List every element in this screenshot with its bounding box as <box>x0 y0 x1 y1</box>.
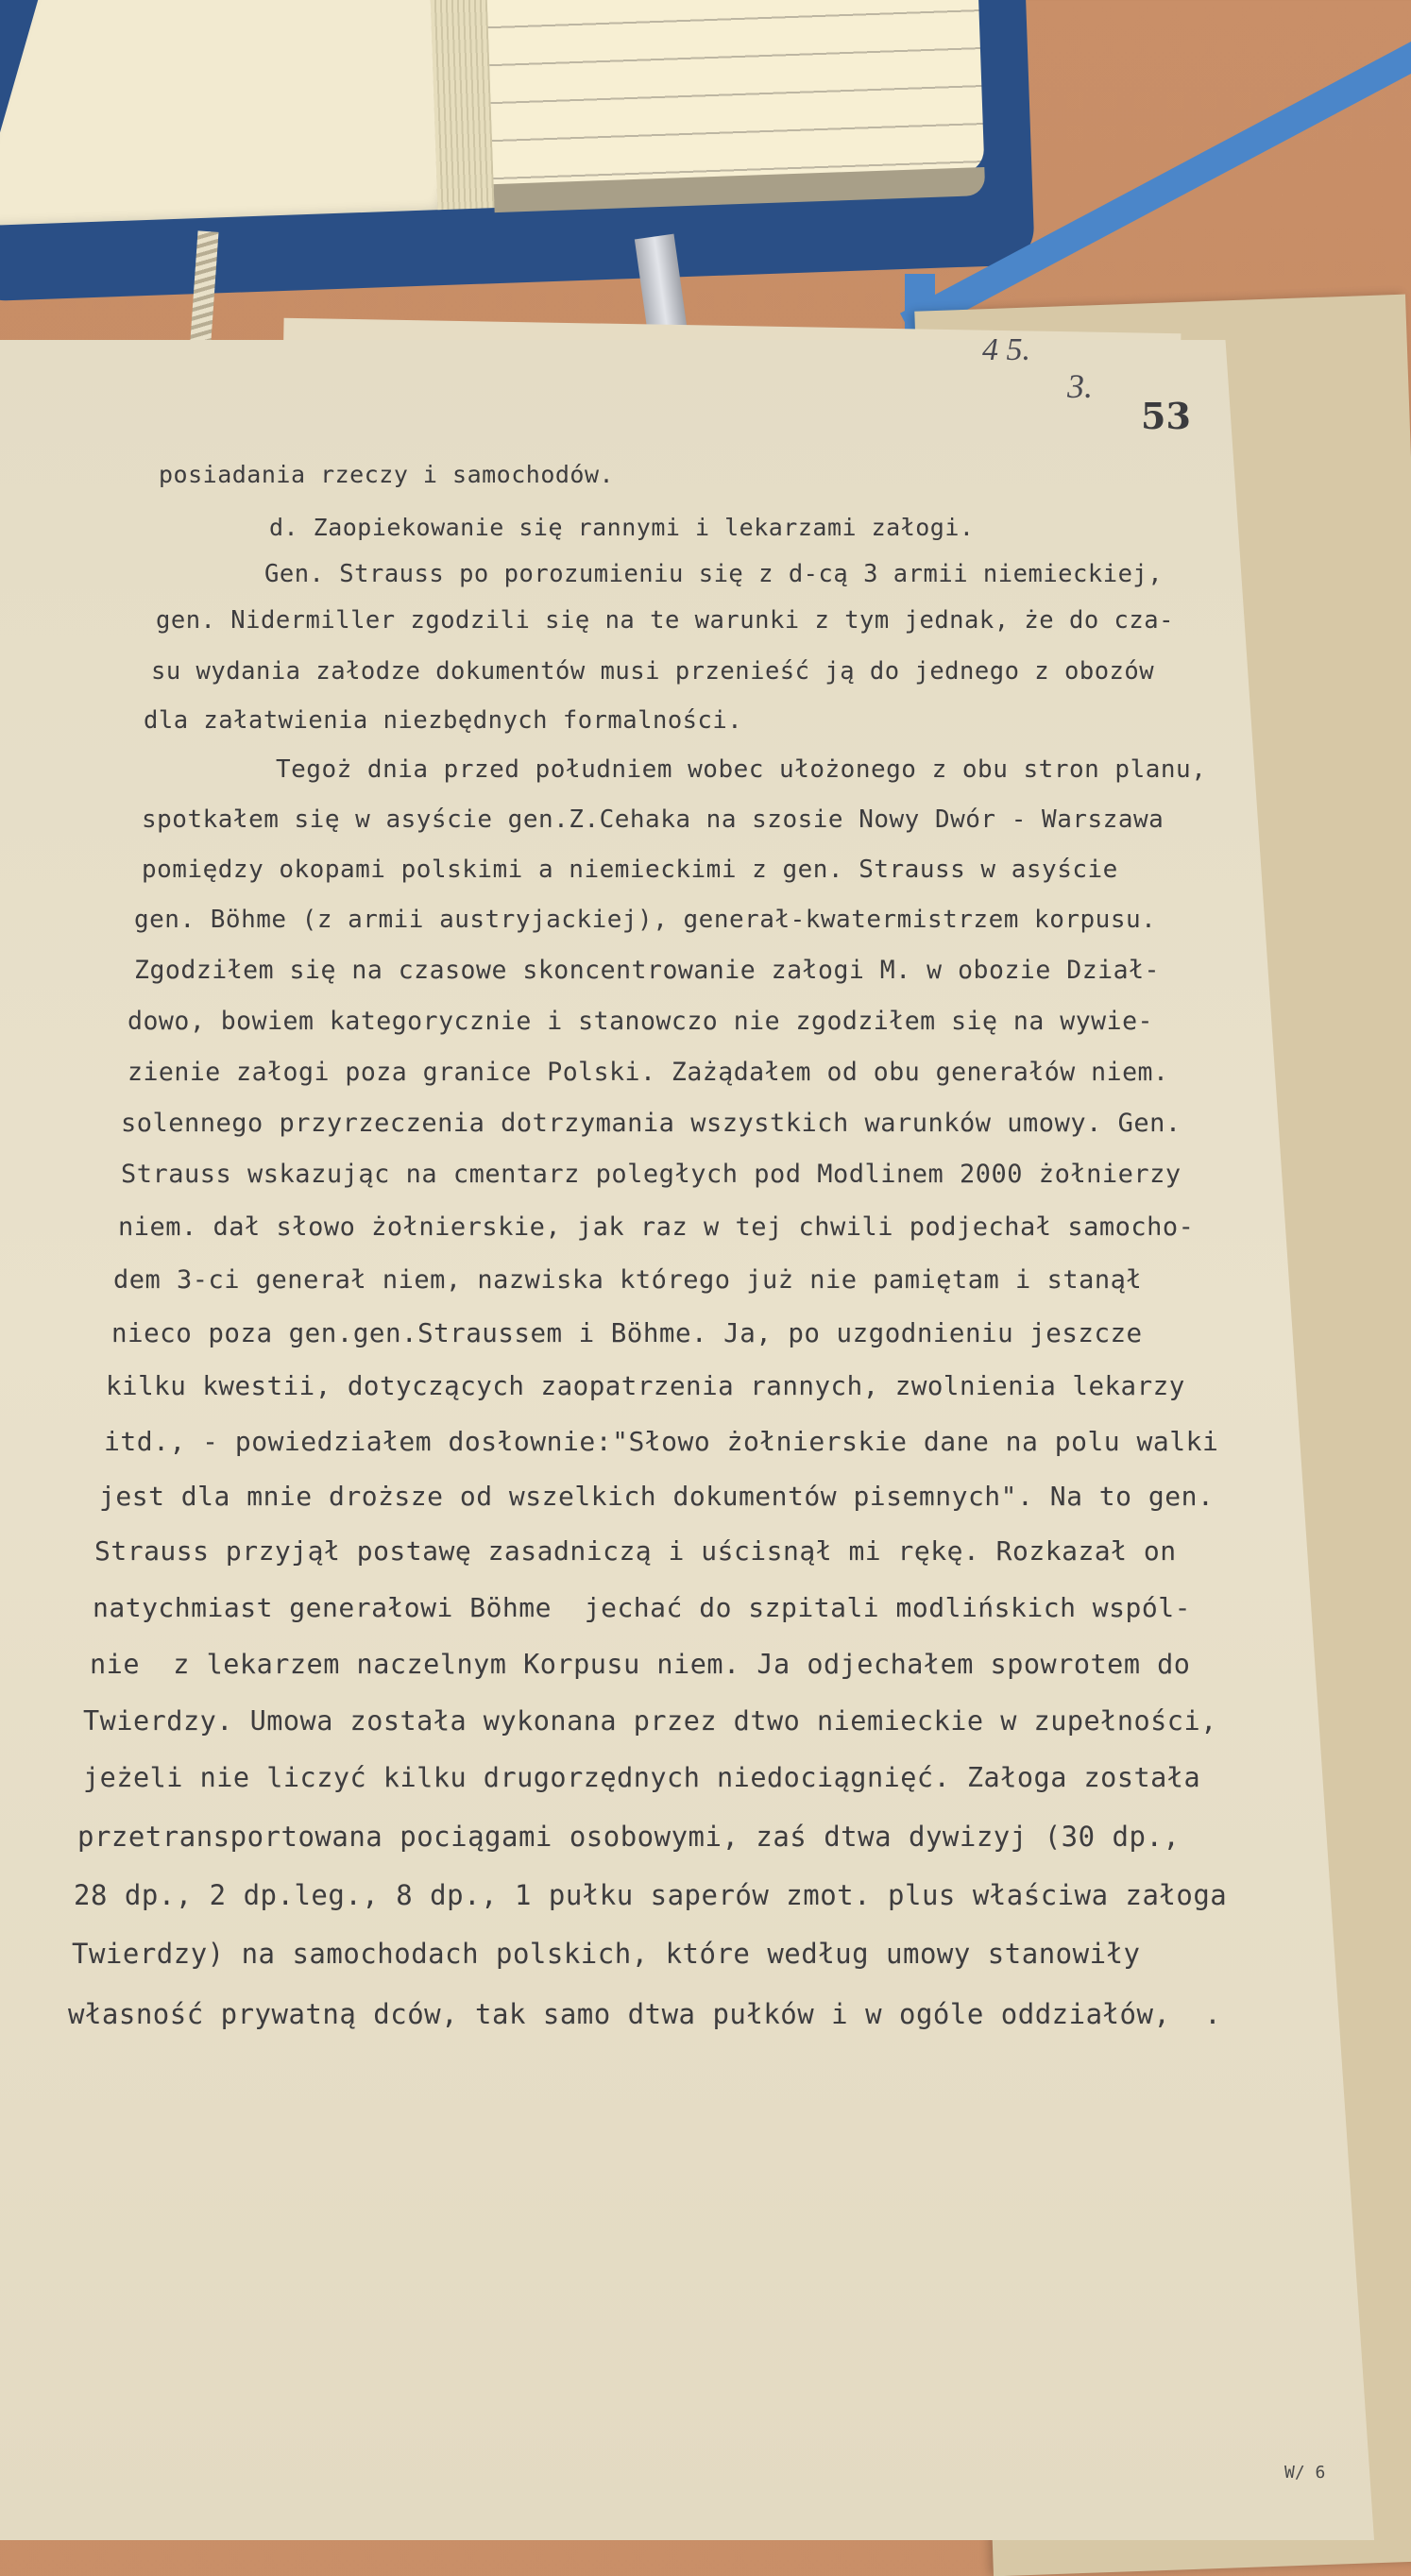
text-line: dla załatwienia niezbędnych formalności. <box>144 706 743 735</box>
text-line: zienie załogi poza granice Polski. Zażądałem od obu generałów niem. <box>128 1058 1169 1087</box>
text-line: Twierdzy) na samochodach polskich, które według umowy stanowiły <box>72 1938 1141 1970</box>
page-number: 53 <box>1141 395 1191 437</box>
text-line: solennego przyrzeczenia dotrzymania wszystkich warunków umowy. Gen. <box>121 1109 1182 1138</box>
text-line: dowo, bowiem kategorycznie i stanowczo nie zgodziłem się na wywie- <box>128 1007 1153 1036</box>
text-line: d. Zaopiekowanie się rannymi i lekarzami załogi. <box>269 514 975 541</box>
text-line: su wydania załodze dokumentów musi przenieść ją do jednego z obozów <box>151 657 1155 686</box>
text-line: natychmiast generałowi Böhme jechać do szpitali modlińskich wspól- <box>93 1592 1191 1623</box>
text-line: jeżeli nie liczyć kilku drugorzędnych niedociągnięć. Załoga została <box>83 1762 1201 1793</box>
text-line: posiadania rzeczy i samochodów. <box>159 461 615 488</box>
handwritten-mark-bottom: 3. <box>1067 367 1093 405</box>
text-line: Tegoż dnia przed południem wobec ułożonego z obu stron planu, <box>276 755 1207 784</box>
text-line: jest dla mnie droższe od wszelkich dokumentów pisemnych". Na to gen. <box>99 1481 1215 1512</box>
text-line: nie z lekarzem naczelnym Korpusu niem. Ja odjechałem spowrotem do <box>90 1649 1191 1680</box>
text-line: gen. Böhme (z armii austryjackiej), generał-kwatermistrzem korpusu. <box>134 906 1157 934</box>
text-line: Strauss wskazując na cmentarz poległych pod Modlinem 2000 żołnierzy <box>121 1160 1182 1189</box>
text-line: spotkałem się w asyście gen.Z.Cehaka na szosie Nowy Dwór - Warszawa <box>142 805 1164 834</box>
text-line: Strauss przyjął postawę zasadniczą i uścisnął mi rękę. Rozkazał on <box>94 1535 1177 1567</box>
text-line: przetransportowana pociągami osobowymi, zaś dtwa dywizyj (30 dp., <box>77 1821 1181 1853</box>
notebook-right-page <box>485 0 984 189</box>
text-line: własność prywatną dców, tak samo dtwa pułków i w ogóle oddziałów, . <box>68 1998 1222 2030</box>
text-line: nieco poza gen.gen.Straussem i Böhme. Ja, po uzgodnieniu jeszcze <box>111 1318 1143 1348</box>
text-line: 28 dp., 2 dp.leg., 8 dp., 1 pułku saperów zmot. plus właściwa załoga <box>74 1879 1228 1911</box>
text-line: itd., - powiedziałem dosłownie:"Słowo żołnierskie dane na polu walki <box>104 1426 1219 1457</box>
text-line: kilku kwestii, dotyczących zaopatrzenia rannych, zwolnienia lekarzy <box>106 1371 1185 1401</box>
handwritten-mark-top: 4 5. <box>982 332 1030 367</box>
text-line: pomiędzy okopami polskimi a niemieckimi z gen. Strauss w asyście <box>142 856 1118 884</box>
text-line: gen. Nidermiller zgodzili się na te warunki z tym jednak, że do cza- <box>156 606 1174 635</box>
notebook <box>0 0 1035 302</box>
text-line: niem. dał słowo żołnierskie, jak raz w tej chwili podjechał samocho- <box>118 1212 1195 1242</box>
footer-mark: W/ 6 <box>1284 2463 1326 2483</box>
text-line: Twierdzy. Umowa została wykonana przez dtwo niemieckie w zupełności, <box>83 1705 1217 1737</box>
text-line: Gen. Strauss po porozumieniu się z d-cą 3 armii niemieckiej, <box>264 560 1164 588</box>
text-line: Zgodziłem się na czasowe skoncentrowanie załogi M. w obozie Dział- <box>134 956 1160 985</box>
text-line: dem 3-ci generał niem, nazwiska którego już nie pamiętam i stanął <box>113 1265 1143 1295</box>
